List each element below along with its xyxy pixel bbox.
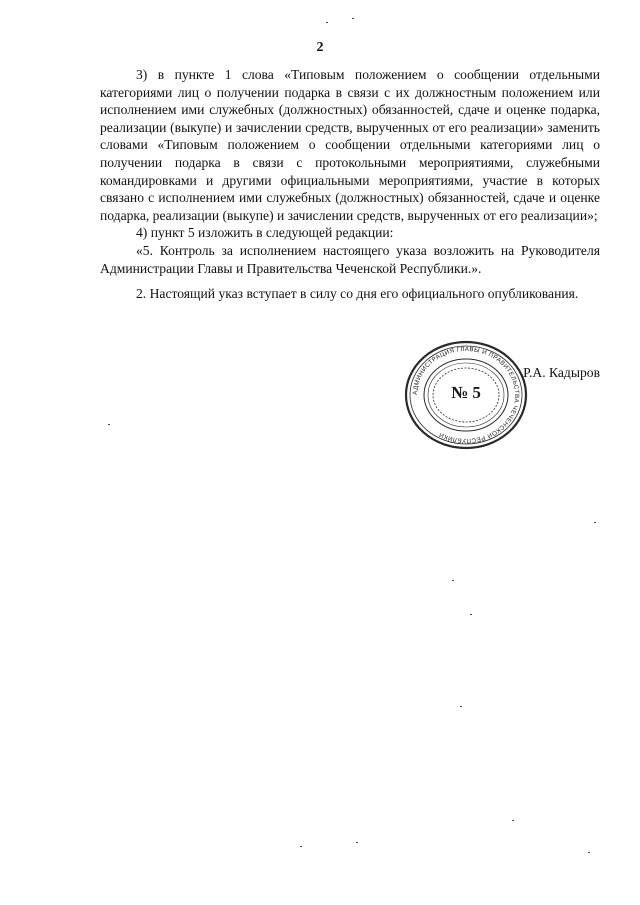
scan-speck (452, 580, 454, 581)
scan-speck (470, 614, 472, 615)
seal-ring-text: АДМИНИСТРАЦИЯ ГЛАВЫ И ПРАВИТЕЛЬСТВА ЧЕЧЕНСКОЙ РЕСПУБЛИКИ (411, 345, 521, 445)
scan-speck (588, 852, 590, 853)
official-seal (404, 340, 528, 450)
seal-number: № 5 (451, 383, 481, 402)
document-body (100, 66, 600, 303)
scan-speck (108, 424, 110, 425)
paragraph-effective-date: 2. Настоящий указ вступает в силу со дня его официального опубликования. (136, 286, 579, 302)
scan-speck (326, 22, 328, 23)
scan-speck (512, 820, 514, 821)
scan-speck (460, 706, 462, 707)
scan-speck (352, 18, 354, 19)
page-number: 2 (316, 40, 324, 55)
scan-speck (594, 522, 596, 523)
signature-name: Р.А. Кадыров (523, 365, 600, 380)
paragraph-item-3: 3) в пункте 1 слова «Типовым положением о сообщении отдельными категориями лиц о получении подарка в связи с их должностным положением или исполнением ими служебных (должностных) обязанностей, сдаче и оценке подарка, реализации (выкупе) и зачислении средств, вырученных от его реализации» заменить словами «Типовым положением о сообщении отдельными категориями лиц о получении подарка в связи с протокольными мероприятиями, служебными командировками и другими официальными мероприятиями, участие в которых связано с исполнением ими служебных (должностных) обязанностей, сдаче и оценке подарка, реализации (выкупе) и зачислении средств, вырученных от его реализации»; (100, 67, 600, 223)
scan-speck (300, 846, 302, 847)
paragraph-item-4: 4) пункт 5 изложить в следующей редакции: (136, 225, 394, 241)
paragraph-quoted-item-5: «5. Контроль за исполнением настоящего указа возложить на Руководителя Администрации Главы и Правительства Чеченской Республики.». (100, 242, 600, 276)
scan-speck (356, 842, 358, 843)
